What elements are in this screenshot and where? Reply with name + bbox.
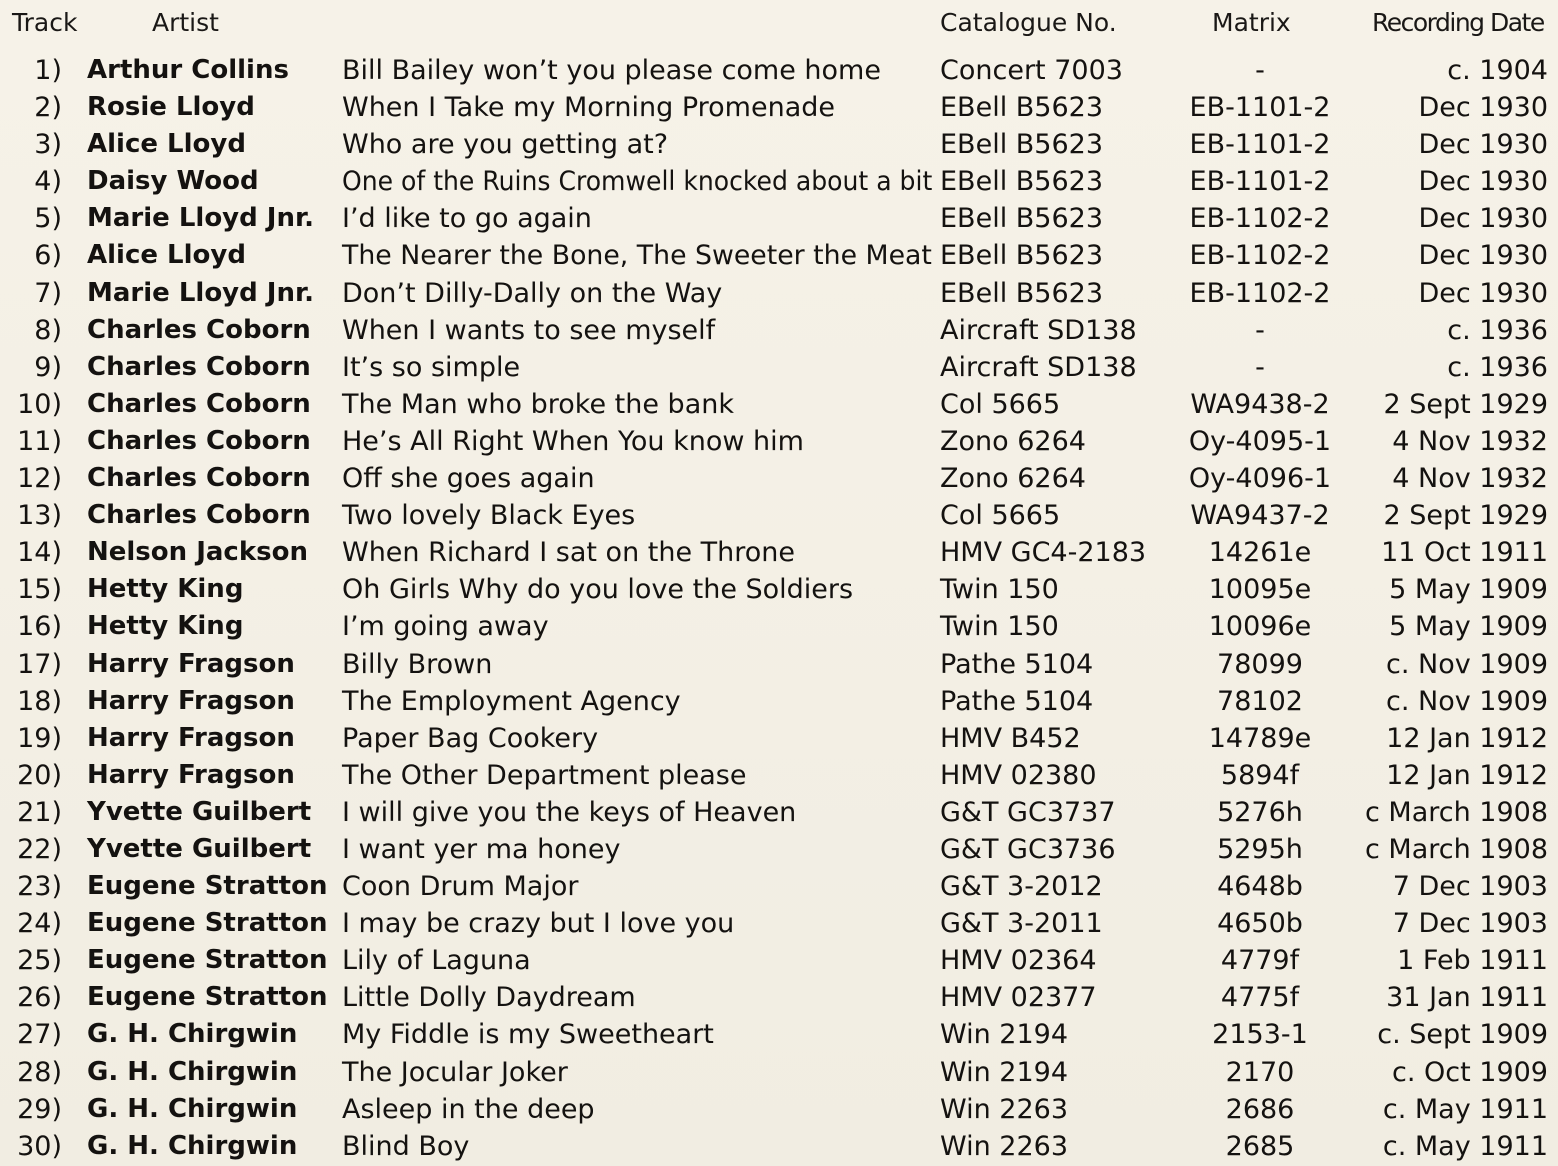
track-recording-date: 7 Dec 1903 — [1392, 908, 1548, 940]
track-artist: G. H. Chirgwin — [87, 1019, 298, 1050]
track-row — [0, 720, 1558, 757]
track-row — [0, 979, 1558, 1016]
track-number: 26) — [17, 982, 62, 1014]
track-recording-date: 2 Sept 1929 — [1383, 388, 1548, 420]
track-number: 15) — [17, 574, 62, 606]
track-matrix: 4779f — [1220, 945, 1300, 977]
track-recording-date: 12 Jan 1912 — [1386, 759, 1548, 791]
track-catalogue-no: Win 2263 — [940, 1130, 1069, 1162]
track-number: 9) — [34, 351, 62, 383]
track-row — [0, 52, 1558, 89]
track-number: 5) — [34, 203, 62, 235]
track-matrix: 5295h — [1217, 833, 1303, 865]
track-matrix: 4775f — [1220, 982, 1300, 1014]
track-recording-date: Dec 1930 — [1418, 129, 1548, 161]
track-artist: Harry Fragson — [87, 685, 295, 716]
track-title: The Nearer the Bone, The Sweeter the Meat — [342, 240, 932, 272]
track-artist: Hetty King — [87, 611, 244, 642]
track-recording-date: c. Nov 1909 — [1386, 648, 1548, 680]
track-artist: Harry Fragson — [87, 722, 295, 753]
track-catalogue-no: G&T GC3736 — [940, 833, 1116, 865]
track-row — [0, 942, 1558, 979]
track-artist: Daisy Wood — [87, 166, 259, 197]
track-row — [0, 1128, 1558, 1165]
track-artist: Rosie Lloyd — [87, 92, 255, 123]
track-number: 30) — [17, 1130, 62, 1162]
track-row — [0, 200, 1558, 237]
track-catalogue-no: Win 2194 — [940, 1056, 1069, 1088]
track-artist: Yvette Guilbert — [87, 833, 312, 864]
track-matrix: WA9438-2 — [1190, 388, 1330, 420]
track-recording-date: c March 1908 — [1364, 833, 1548, 865]
track-matrix: EB-1102-2 — [1189, 277, 1331, 309]
track-matrix: - — [1255, 55, 1265, 86]
track-title: When I wants to see myself — [342, 314, 716, 346]
track-artist: Eugene Stratton — [87, 982, 328, 1013]
track-row — [0, 1054, 1558, 1091]
track-artist: Eugene Stratton — [87, 871, 328, 902]
track-number: 16) — [17, 611, 62, 643]
track-matrix: - — [1255, 351, 1265, 383]
track-title: One of the Ruins Cromwell knocked about a bit — [342, 166, 933, 198]
track-matrix: 2685 — [1225, 1130, 1295, 1162]
track-row — [0, 497, 1558, 534]
track-artist: Eugene Stratton — [87, 945, 328, 976]
track-matrix: EB-1102-2 — [1189, 240, 1331, 272]
track-title: The Man who broke the bank — [342, 388, 734, 420]
track-matrix: EB-1102-2 — [1189, 203, 1331, 235]
track-artist: Yvette Guilbert — [87, 796, 312, 827]
track-matrix: 78102 — [1217, 685, 1303, 717]
track-matrix: 78099 — [1217, 648, 1303, 680]
track-title: Blind Boy — [342, 1130, 470, 1162]
track-recording-date: 5 May 1909 — [1389, 611, 1548, 643]
track-recording-date: c. May 1911 — [1382, 1130, 1548, 1162]
track-catalogue-no: HMV 02377 — [940, 982, 1097, 1014]
track-list — [0, 52, 1558, 1165]
track-artist: Marie Lloyd Jnr. — [87, 203, 314, 234]
track-number: 6) — [34, 240, 62, 272]
track-catalogue-no: Pathe 5104 — [940, 685, 1094, 717]
track-matrix: 4650b — [1217, 908, 1303, 940]
track-number: 23) — [17, 871, 62, 903]
track-catalogue-no: G&T 3-2011 — [940, 908, 1103, 940]
track-recording-date: 11 Oct 1911 — [1381, 537, 1548, 569]
track-title: The Jocular Joker — [342, 1056, 568, 1088]
track-row — [0, 1016, 1558, 1053]
track-row — [0, 683, 1558, 720]
track-title: I will give you the keys of Heaven — [342, 796, 797, 828]
track-matrix: - — [1255, 314, 1265, 346]
track-recording-date: c. Sept 1909 — [1377, 1019, 1548, 1051]
track-matrix: WA9437-2 — [1190, 500, 1330, 532]
track-title: Off she goes again — [342, 463, 595, 495]
track-matrix: Oy-4096-1 — [1188, 463, 1332, 495]
track-catalogue-no: Concert 7003 — [940, 55, 1123, 86]
track-row — [0, 460, 1558, 497]
track-artist: Charles Coborn — [87, 351, 311, 382]
track-catalogue-no: EBell B5623 — [940, 240, 1104, 272]
track-matrix: 10096e — [1208, 611, 1312, 643]
track-title: Little Dolly Daydream — [342, 982, 636, 1014]
track-artist: Charles Coborn — [87, 388, 311, 419]
track-recording-date: 7 Dec 1903 — [1392, 871, 1548, 903]
track-recording-date: Dec 1930 — [1418, 203, 1548, 235]
track-row — [0, 571, 1558, 608]
track-row — [0, 237, 1558, 274]
track-catalogue-no: Win 2194 — [940, 1019, 1069, 1051]
track-artist: Charles Coborn — [87, 500, 311, 531]
track-number: 14) — [17, 537, 62, 569]
track-recording-date: 12 Jan 1912 — [1386, 722, 1548, 754]
track-title: When I Take my Morning Promenade — [342, 92, 836, 124]
track-row — [0, 126, 1558, 163]
track-row — [0, 646, 1558, 683]
track-recording-date: 2 Sept 1929 — [1383, 500, 1548, 532]
header-artist: Artist — [152, 8, 219, 37]
track-artist: Eugene Stratton — [87, 908, 328, 939]
track-title: Who are you getting at? — [342, 129, 669, 161]
track-recording-date: 31 Jan 1911 — [1386, 982, 1548, 1014]
track-catalogue-no: G&T GC3737 — [940, 796, 1116, 828]
track-title: It’s so simple — [342, 351, 521, 383]
track-catalogue-no: Aircraft SD138 — [940, 314, 1137, 346]
track-number: 19) — [17, 722, 62, 754]
track-artist: Alice Lloyd — [87, 240, 246, 271]
track-matrix: 5894f — [1220, 759, 1300, 791]
track-title: Asleep in the deep — [342, 1093, 595, 1125]
track-recording-date: 4 Nov 1932 — [1392, 463, 1548, 495]
header-recording-date: Recording Date — [1372, 8, 1544, 37]
track-recording-date: 4 Nov 1932 — [1392, 425, 1548, 457]
track-title: Billy Brown — [342, 648, 493, 680]
track-row — [0, 275, 1558, 312]
track-catalogue-no: Col 5665 — [940, 500, 1061, 532]
track-row — [0, 534, 1558, 571]
track-title: He’s All Right When You know him — [342, 425, 804, 457]
track-row — [0, 312, 1558, 349]
track-recording-date: c. Nov 1909 — [1386, 685, 1548, 717]
track-matrix: 14261e — [1208, 537, 1312, 569]
track-matrix: 2153-1 — [1212, 1019, 1308, 1051]
track-row — [0, 757, 1558, 794]
track-recording-date: Dec 1930 — [1418, 92, 1548, 124]
track-artist: G. H. Chirgwin — [87, 1056, 298, 1087]
track-matrix: 5276h — [1217, 796, 1303, 828]
track-title: My Fiddle is my Sweetheart — [342, 1019, 714, 1051]
track-number: 27) — [17, 1019, 62, 1051]
track-recording-date: Dec 1930 — [1418, 240, 1548, 272]
track-artist: Marie Lloyd Jnr. — [87, 277, 314, 308]
track-artist: Nelson Jackson — [87, 537, 308, 568]
track-recording-date: c March 1908 — [1364, 796, 1548, 828]
track-row — [0, 423, 1558, 460]
track-number: 3) — [34, 129, 62, 161]
track-catalogue-no: HMV 02364 — [940, 945, 1097, 977]
track-title: I’d like to go again — [342, 203, 592, 235]
track-catalogue-no: Aircraft SD138 — [940, 351, 1137, 383]
track-title: The Employment Agency — [342, 685, 681, 717]
track-row — [0, 905, 1558, 942]
track-recording-date: c. Oct 1909 — [1392, 1056, 1548, 1088]
track-catalogue-no: Col 5665 — [940, 388, 1061, 420]
track-number: 12) — [17, 463, 62, 495]
track-title: I’m going away — [342, 611, 549, 643]
track-recording-date: 5 May 1909 — [1389, 574, 1548, 606]
track-artist: Charles Coborn — [87, 425, 311, 456]
track-number: 22) — [17, 833, 62, 865]
track-artist: Alice Lloyd — [87, 129, 246, 160]
track-recording-date: c. 1936 — [1447, 351, 1548, 383]
track-number: 8) — [34, 314, 62, 346]
track-title: Lily of Laguna — [342, 945, 531, 977]
track-row — [0, 163, 1558, 200]
track-recording-date: Dec 1930 — [1418, 166, 1548, 198]
track-title: I want yer ma honey — [342, 833, 621, 865]
track-title: Coon Drum Major — [342, 871, 579, 903]
track-number: 18) — [17, 685, 62, 717]
track-recording-date: c. 1936 — [1447, 314, 1548, 346]
track-catalogue-no: EBell B5623 — [940, 166, 1104, 198]
track-title: Two lovely Black Eyes — [342, 500, 636, 532]
track-number: 11) — [17, 425, 62, 457]
track-artist: Harry Fragson — [87, 648, 295, 679]
track-recording-date: Dec 1930 — [1418, 277, 1548, 309]
track-artist: G. H. Chirgwin — [87, 1130, 298, 1161]
header-catalogue: Catalogue No. — [940, 8, 1117, 37]
track-title: Bill Bailey won’t you please come home — [342, 55, 881, 86]
header-matrix: Matrix — [1212, 8, 1291, 37]
track-catalogue-no: Twin 150 — [940, 611, 1059, 643]
track-catalogue-no: EBell B5623 — [940, 203, 1104, 235]
track-row — [0, 794, 1558, 831]
track-catalogue-no: Twin 150 — [940, 574, 1059, 606]
track-catalogue-no: Pathe 5104 — [940, 648, 1094, 680]
track-row — [0, 89, 1558, 126]
track-number: 4) — [34, 166, 62, 198]
track-number: 7) — [34, 277, 62, 309]
track-number: 28) — [17, 1056, 62, 1088]
track-matrix: Oy-4095-1 — [1188, 425, 1332, 457]
track-artist: G. H. Chirgwin — [87, 1093, 298, 1124]
track-title: I may be crazy but I love you — [342, 908, 735, 940]
track-row — [0, 1091, 1558, 1128]
track-number: 1) — [34, 55, 62, 86]
track-number: 20) — [17, 759, 62, 791]
track-catalogue-no: G&T 3-2012 — [940, 871, 1103, 903]
track-number: 21) — [17, 796, 62, 828]
track-catalogue-no: Zono 6264 — [940, 463, 1086, 495]
track-artist: Harry Fragson — [87, 759, 295, 790]
track-number: 25) — [17, 945, 62, 977]
track-row — [0, 349, 1558, 386]
track-row — [0, 608, 1558, 645]
track-artist: Arthur Collins — [87, 55, 289, 85]
track-catalogue-no: HMV 02380 — [940, 759, 1097, 791]
track-catalogue-no: HMV B452 — [940, 722, 1081, 754]
track-recording-date: c. 1904 — [1447, 55, 1548, 86]
track-row — [0, 868, 1558, 905]
track-title: The Other Department please — [342, 759, 747, 791]
track-number: 13) — [17, 500, 62, 532]
track-artist: Hetty King — [87, 574, 244, 605]
track-title: Oh Girls Why do you love the Soldiers — [342, 574, 854, 606]
track-matrix: 2686 — [1225, 1093, 1295, 1125]
track-catalogue-no: Win 2263 — [940, 1093, 1069, 1125]
track-number: 10) — [17, 388, 62, 420]
track-matrix: EB-1101-2 — [1189, 92, 1331, 124]
track-matrix: EB-1101-2 — [1189, 129, 1331, 161]
track-number: 17) — [17, 648, 62, 680]
track-artist: Charles Coborn — [87, 314, 311, 345]
track-title: Don’t Dilly-Dally on the Way — [342, 277, 723, 309]
track-recording-date: c. May 1911 — [1382, 1093, 1548, 1125]
track-artist: Charles Coborn — [87, 463, 311, 494]
track-number: 24) — [17, 908, 62, 940]
track-title: When Richard I sat on the Throne — [342, 537, 796, 569]
track-number: 29) — [17, 1093, 62, 1125]
track-matrix: 2170 — [1225, 1056, 1295, 1088]
track-matrix: 4648b — [1217, 871, 1303, 903]
track-recording-date: 1 Feb 1911 — [1397, 945, 1548, 977]
track-matrix: EB-1101-2 — [1189, 166, 1331, 198]
track-row — [0, 831, 1558, 868]
track-catalogue-no: HMV GC4-2183 — [940, 537, 1147, 569]
track-catalogue-no: Zono 6264 — [940, 425, 1086, 457]
track-number: 2) — [34, 92, 62, 124]
track-title: Paper Bag Cookery — [342, 722, 599, 754]
track-matrix: 10095e — [1208, 574, 1312, 606]
track-row — [0, 386, 1558, 423]
track-catalogue-no: EBell B5623 — [940, 92, 1104, 124]
header-track: Track — [12, 8, 78, 37]
track-matrix: 14789e — [1208, 722, 1312, 754]
track-catalogue-no: EBell B5623 — [940, 129, 1104, 161]
track-catalogue-no: EBell B5623 — [940, 277, 1104, 309]
